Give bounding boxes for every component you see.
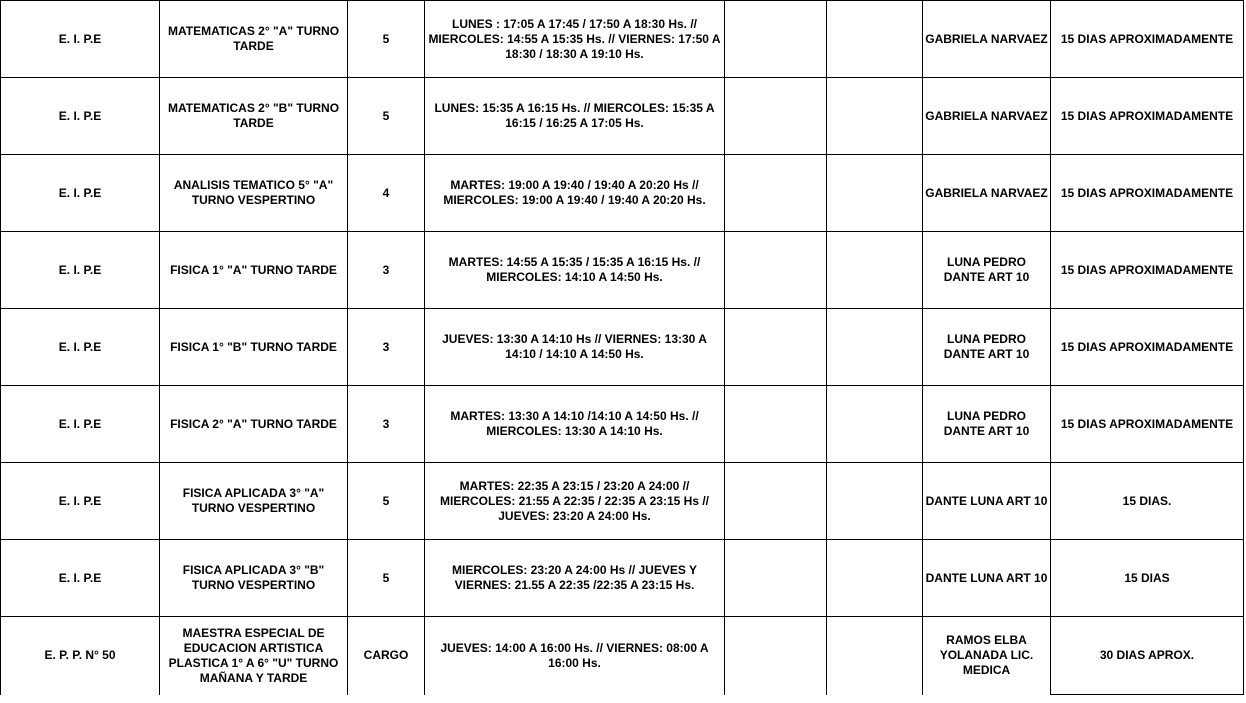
table-row <box>1 155 1244 232</box>
table-row <box>1 463 1244 540</box>
subject-cell: FISICA APLICADA 3° "B" TURNO VESPERTINO <box>160 540 348 617</box>
table-row <box>1 309 1244 386</box>
table-row <box>1 1 1244 78</box>
table-body <box>1 1 1244 695</box>
duration-cell: 15 DIAS APROXIMADAMENTE <box>1051 386 1244 463</box>
subject-cell: ANALISIS TEMATICO 5° "A" TURNO VESPERTINO <box>160 155 348 232</box>
teacher-cell: DANTE LUNA ART 10 <box>923 540 1051 617</box>
empty-cell <box>725 463 827 540</box>
subject-cell: MATEMATICAS 2° "A" TURNO TARDE <box>160 1 348 78</box>
duration-cell: 15 DIAS APROXIMADAMENTE <box>1051 232 1244 309</box>
schedule-cell: MARTES: 14:55 A 15:35 / 15:35 A 16:15 Hs. // MIERCOLES: 14:10 A 14:50 Hs. <box>425 232 725 309</box>
empty-cell <box>725 1 827 78</box>
hours-cell: 5 <box>348 463 425 540</box>
empty-cell <box>725 78 827 155</box>
school-cell: E. I. P.E <box>1 386 160 463</box>
hours-cell: 5 <box>348 78 425 155</box>
teacher-cell: LUNA PEDRO DANTE ART 10 <box>923 232 1051 309</box>
empty-cell <box>725 540 827 617</box>
duration-cell: 15 DIAS APROXIMADAMENTE <box>1051 155 1244 232</box>
empty-cell <box>725 617 827 695</box>
hours-cell: 5 <box>348 540 425 617</box>
subject-cell: MATEMATICAS 2° "B" TURNO TARDE <box>160 78 348 155</box>
empty-cell <box>725 232 827 309</box>
table-row <box>1 617 1244 695</box>
table-row <box>1 540 1244 617</box>
schedule-cell: MARTES: 13:30 A 14:10 /14:10 A 14:50 Hs. // MIERCOLES: 13:30 A 14:10 Hs. <box>425 386 725 463</box>
subject-cell: FISICA 1° "B" TURNO TARDE <box>160 309 348 386</box>
school-cell: E. I. P.E <box>1 540 160 617</box>
empty-cell <box>827 232 923 309</box>
schedule-cell: MARTES: 22:35 A 23:15 / 23:20 A 24:00 // MIERCOLES: 21:55 A 22:35 / 22:35 A 23:15 Hs // JUEVES: 23:20 A 24:00 Hs. <box>425 463 725 540</box>
teacher-cell: DANTE LUNA ART 10 <box>923 463 1051 540</box>
empty-cell <box>827 155 923 232</box>
table-row <box>1 232 1244 309</box>
empty-cell <box>827 463 923 540</box>
teacher-cell: GABRIELA NARVAEZ <box>923 1 1051 78</box>
hours-cell: CARGO <box>348 617 425 695</box>
table-row <box>1 386 1244 463</box>
subject-cell: FISICA 1° "A" TURNO TARDE <box>160 232 348 309</box>
subject-cell: MAESTRA ESPECIAL DE EDUCACION ARTISTICA PLASTICA 1° A 6° "U" TURNO MAÑANA Y TARDE <box>160 617 348 695</box>
empty-cell <box>725 155 827 232</box>
duration-cell: 15 DIAS APROXIMADAMENTE <box>1051 1 1244 78</box>
empty-cell <box>827 540 923 617</box>
duration-cell: 15 DIAS <box>1051 540 1244 617</box>
schedule-cell: LUNES : 17:05 A 17:45 / 17:50 A 18:30 Hs. // MIERCOLES: 14:55 A 15:35 Hs. // VIERNES: 17:50 A 18:30 / 18:30 A 19:10 Hs. <box>425 1 725 78</box>
teacher-cell: RAMOS ELBA YOLANADA LIC. MEDICA <box>923 617 1051 695</box>
empty-cell <box>827 1 923 78</box>
subject-cell: FISICA APLICADA 3° "A" TURNO VESPERTINO <box>160 463 348 540</box>
school-cell: E. I. P.E <box>1 309 160 386</box>
duration-cell: 15 DIAS. <box>1051 463 1244 540</box>
hours-cell: 3 <box>348 232 425 309</box>
school-cell: E. I. P.E <box>1 463 160 540</box>
subject-cell: FISICA 2° "A" TURNO TARDE <box>160 386 348 463</box>
empty-cell <box>827 617 923 695</box>
schedule-cell: JUEVES: 14:00 A 16:00 Hs. // VIERNES: 08:00 A 16:00 Hs. <box>425 617 725 695</box>
duration-cell: 30 DIAS APROX. <box>1051 617 1244 695</box>
hours-cell: 5 <box>348 1 425 78</box>
schedule-cell: MARTES: 19:00 A 19:40 / 19:40 A 20:20 Hs // MIERCOLES: 19:00 A 19:40 / 19:40 A 20:20 Hs. <box>425 155 725 232</box>
teacher-cell: GABRIELA NARVAEZ <box>923 155 1051 232</box>
teacher-cell: LUNA PEDRO DANTE ART 10 <box>923 386 1051 463</box>
hours-cell: 3 <box>348 309 425 386</box>
hours-cell: 4 <box>348 155 425 232</box>
school-cell: E. I. P.E <box>1 78 160 155</box>
empty-cell <box>827 78 923 155</box>
duration-cell: 15 DIAS APROXIMADAMENTE <box>1051 78 1244 155</box>
schedule-cell: LUNES: 15:35 A 16:15 Hs. // MIERCOLES: 15:35 A 16:15 / 16:25 A 17:05 Hs. <box>425 78 725 155</box>
teacher-cell: LUNA PEDRO DANTE ART 10 <box>923 309 1051 386</box>
duration-cell: 15 DIAS APROXIMADAMENTE <box>1051 309 1244 386</box>
school-cell: E. P. P. N° 50 <box>1 617 160 695</box>
empty-cell <box>725 309 827 386</box>
schedule-cell: JUEVES: 13:30 A 14:10 Hs // VIERNES: 13:30 A 14:10 / 14:10 A 14:50 Hs. <box>425 309 725 386</box>
school-cell: E. I. P.E <box>1 155 160 232</box>
table-row <box>1 78 1244 155</box>
empty-cell <box>725 386 827 463</box>
school-cell: E. I. P.E <box>1 232 160 309</box>
hours-cell: 3 <box>348 386 425 463</box>
empty-cell <box>827 386 923 463</box>
school-cell: E. I. P.E <box>1 1 160 78</box>
teacher-cell: GABRIELA NARVAEZ <box>923 78 1051 155</box>
empty-cell <box>827 309 923 386</box>
schedule-cell: MIERCOLES: 23:20 A 24:00 Hs // JUEVES Y VIERNES: 21.55 A 22:35 /22:35 A 23:15 Hs. <box>425 540 725 617</box>
